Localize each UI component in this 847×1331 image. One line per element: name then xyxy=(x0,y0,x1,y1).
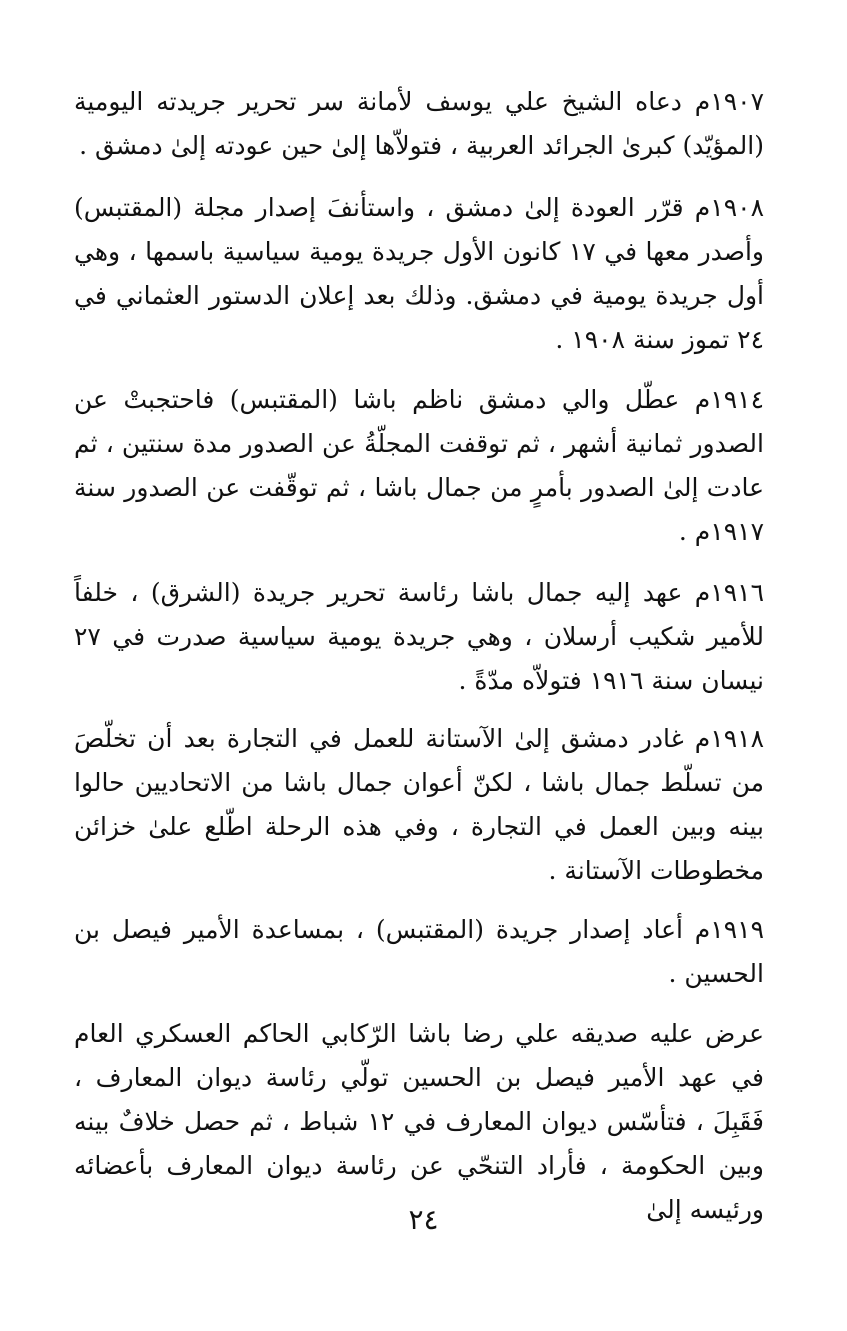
paragraph-1916: ١٩١٦م عهد إليه جمال باشا رئاسة تحرير جريدة (الشرق) ، خلفاً للأمير شكيب أرسلان ، وهي جريدة يومية سياسية صدرت في ٢٧ نيسان سنة ١٩١٦ فتولاّه مدّةً . xyxy=(74,578,764,695)
paragraph-education-office: عرض عليه صديقه علي رضا باشا الرّكابي الحاكم العسكري العام في عهد الأمير فيصل بن الحسين تولّي رئاسة ديوان المعارف ، فَقَبِلَ ، فتأسّس ديوان المعارف في ١٢ شباط ، ثم حصل خلافٌ بينه وبين الحكومة ، فأراد التنحّي عن رئاسة ديوان المعارف بأعضائه ورئيسه إلىٰ xyxy=(74,1019,764,1224)
paragraph-1908: ١٩٠٨م قرّر العودة إلىٰ دمشق ، واستأنفَ إصدار مجلة (المقتبس) وأصدر معها في ١٧ كانون الأول جريدة يومية سياسية باسمها ، وهي أول جريدة يومية في دمشق. وذلك بعد إعلان الدستور العثماني في ٢٤ تموز سنة ١٩٠٨ . xyxy=(74,193,765,354)
paragraph-1919: ١٩١٩م أعاد إصدار جريدة (المقتبس) ، بمساعدة الأمير فيصل بن الحسين . xyxy=(74,915,764,988)
paragraph-1914: ١٩١٤م عطّل والي دمشق ناظم باشا (المقتبس) فاحتجبتْ عن الصدور ثمانية أشهر ، ثم توقفت المجلّةُ عن الصدور مدة سنتين ، ثم عادت إلىٰ الصدور بأمرٍ من جمال باشا ، ثم توقّفت عن الصدور سنة ١٩١٧م . xyxy=(74,385,764,546)
paragraph-1918: ١٩١٨م غادر دمشق إلىٰ الآستانة للعمل في التجارة بعد أن تخلّصَ من تسلّط جمال باشا ، لكنّ أعوان جمال باشا من الاتحاديين حالوا بينه وبين العمل في التجارة ، وفي هذه الرحلة اطّلع علىٰ خزائن مخطوطات الآستانة . xyxy=(74,724,764,885)
page-number: ٢٤ xyxy=(408,1203,439,1236)
paragraph-1907: ١٩٠٧م دعاه الشيخ علي يوسف لأمانة سر تحرير جريدته اليومية (المؤيّد) كبرىٰ الجرائد العربية ، فتولاّها إلىٰ حين عودته إلىٰ دمشق . xyxy=(74,87,764,160)
